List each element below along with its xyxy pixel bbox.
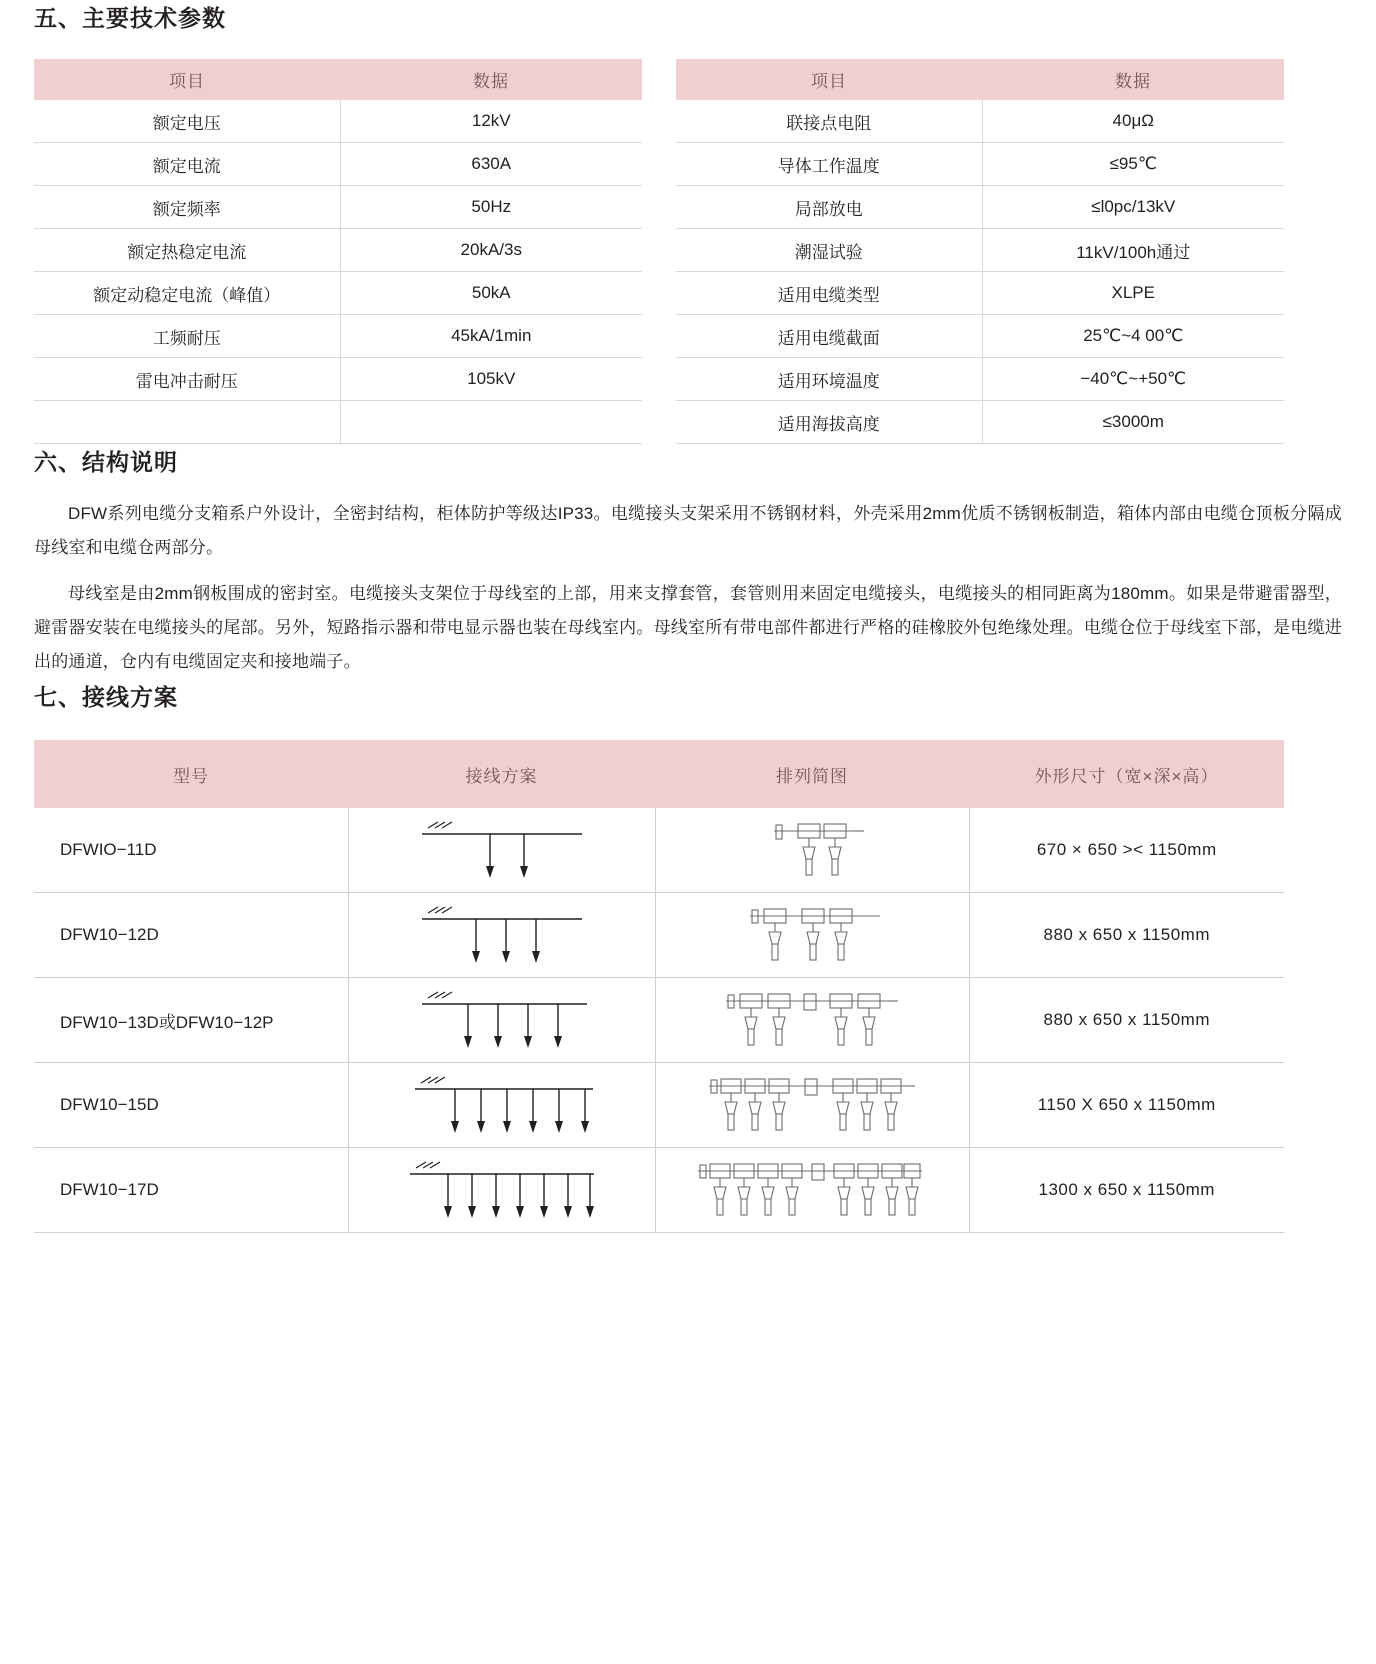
- arrangement-diagram-icon: [702, 900, 922, 970]
- table-row: [676, 229, 1284, 272]
- wiring-diagram-icon: [402, 901, 602, 969]
- spec-table-right: [676, 59, 1284, 444]
- cell-wiring-diagram: [348, 893, 655, 978]
- column-header-data: 数据: [340, 59, 642, 100]
- table-row: [34, 1063, 1284, 1148]
- cell-dimensions: 1300 x 650 x 1150mm: [969, 1148, 1284, 1233]
- cell-dimensions: 670 × 650 >< 1150mm: [969, 808, 1284, 893]
- cell-arrangement-diagram: [655, 1063, 969, 1148]
- cell-item: 额定动稳定电流（峰值）: [34, 272, 340, 315]
- column-header-model: 型号: [34, 740, 348, 808]
- cell-item: 额定频率: [34, 186, 340, 229]
- cell-item: 适用海拔高度: [676, 401, 982, 444]
- cell-item: [34, 401, 340, 444]
- cell-data: 630A: [340, 143, 642, 186]
- cell-data: ≤95℃: [982, 143, 1284, 186]
- cell-arrangement-diagram: [655, 893, 969, 978]
- table-header-row: [34, 740, 1284, 808]
- cell-model: DFW10−13D或DFW10−12P: [34, 978, 348, 1063]
- cell-item: 工频耐压: [34, 315, 340, 358]
- cell-wiring-diagram: [348, 1148, 655, 1233]
- table-row: [676, 401, 1284, 444]
- structure-paragraph-2: 母线室是由2mm钢板围成的密封室。电缆接头支架位于母线室的上部，用来支撑套管，套管则用来固定电缆接头，电缆接头的相同距离为180mm。如果是带避雷器型，避雷器安装在电缆接头的尾部。另外，短路指示器和带电显示器也装在母线室内。母线室所有带电部件都进行严格的硅橡胶外包绝缘处理。电缆仓位于母线室下部，是电缆进出的通道，仓内有电缆固定夹和接地端子。: [34, 584, 1342, 671]
- cell-data: 40μΩ: [982, 100, 1284, 143]
- cell-arrangement-diagram: [655, 1148, 969, 1233]
- page-content: [34, 0, 1342, 1233]
- column-header-data: 数据: [982, 59, 1284, 100]
- cell-item: 雷电冲击耐压: [34, 358, 340, 401]
- arrangement-diagram-icon: [692, 985, 932, 1055]
- wiring-diagram-icon: [397, 1071, 607, 1139]
- arrangement-diagram-icon: [712, 815, 912, 885]
- page-title-wiring: 七、接线方案: [34, 684, 178, 710]
- cell-data: 45kA/1min: [340, 315, 642, 358]
- cell-wiring-diagram: [348, 978, 655, 1063]
- cell-model: DFWIO−11D: [34, 808, 348, 893]
- wiring-diagram-icon: [394, 1156, 609, 1224]
- table-row: [34, 100, 642, 143]
- column-header-scheme: 接线方案: [348, 740, 655, 808]
- table-row: [676, 358, 1284, 401]
- table-row: [676, 186, 1284, 229]
- cell-item: 适用电缆类型: [676, 272, 982, 315]
- column-header-dimensions: 外形尺寸（宽×深×高）: [969, 740, 1284, 808]
- wiring-diagram-icon: [402, 816, 602, 884]
- table-row: [34, 1148, 1284, 1233]
- arrangement-diagram-icon: [682, 1155, 942, 1225]
- cell-wiring-diagram: [348, 1063, 655, 1148]
- table-header-row: [676, 59, 1284, 100]
- cell-item: 联接点电阻: [676, 100, 982, 143]
- cell-data: 12kV: [340, 100, 642, 143]
- cell-model: DFW10−15D: [34, 1063, 348, 1148]
- cell-item: 额定电流: [34, 143, 340, 186]
- cell-item: 潮湿试验: [676, 229, 982, 272]
- cell-data: [340, 401, 642, 444]
- table-row-empty: [34, 401, 642, 444]
- cell-item: 适用电缆截面: [676, 315, 982, 358]
- table-header-row: [34, 59, 642, 100]
- table-row: [34, 315, 642, 358]
- cell-item: 适用环境温度: [676, 358, 982, 401]
- spec-table-left: [34, 59, 642, 444]
- cell-data: 20kA/3s: [340, 229, 642, 272]
- cell-data: 105kV: [340, 358, 642, 401]
- spec-tables-wrapper: [34, 59, 1342, 444]
- cell-data: XLPE: [982, 272, 1284, 315]
- arrangement-diagram-icon: [687, 1070, 937, 1140]
- table-row: [676, 315, 1284, 358]
- table-row: [34, 893, 1284, 978]
- cell-wiring-diagram: [348, 808, 655, 893]
- cell-dimensions: 880 x 650 x 1150mm: [969, 978, 1284, 1063]
- table-row: [34, 186, 642, 229]
- table-row: [34, 978, 1284, 1063]
- table-row: [34, 143, 642, 186]
- column-header-item: 项目: [34, 59, 340, 100]
- table-row: [34, 358, 642, 401]
- cell-data: 50Hz: [340, 186, 642, 229]
- cell-data: −40℃~+50℃: [982, 358, 1284, 401]
- page-title-structure: 六、结构说明: [34, 449, 178, 475]
- cell-arrangement-diagram: [655, 978, 969, 1063]
- table-row: [34, 808, 1284, 893]
- page-title-specs: 五、主要技术参数: [34, 5, 226, 31]
- table-row: [676, 100, 1284, 143]
- cell-data: ≤3000m: [982, 401, 1284, 444]
- wiring-scheme-table: [34, 740, 1284, 1233]
- column-header-item: 项目: [676, 59, 982, 100]
- structure-paragraph-1: DFW系列电缆分支箱系户外设计，全密封结构，柜体防护等级达IP33。电缆接头支架采用不锈钢材料，外壳采用2mm优质不锈钢板制造，箱体内部由电缆仓顶板分隔成母线室和电缆仓两部分。: [34, 504, 1342, 557]
- wiring-diagram-icon: [402, 986, 602, 1054]
- table-row: [34, 229, 642, 272]
- cell-arrangement-diagram: [655, 808, 969, 893]
- cell-dimensions: 880 x 650 x 1150mm: [969, 893, 1284, 978]
- table-row: [676, 143, 1284, 186]
- table-row: [676, 272, 1284, 315]
- table-row: [34, 272, 642, 315]
- cell-dimensions: 1150 X 650 x 1150mm: [969, 1063, 1284, 1148]
- cell-model: DFW10−12D: [34, 893, 348, 978]
- cell-item: 额定热稳定电流: [34, 229, 340, 272]
- cell-item: 导体工作温度: [676, 143, 982, 186]
- cell-model: DFW10−17D: [34, 1148, 348, 1233]
- cell-data: 50kA: [340, 272, 642, 315]
- cell-data: 11kV/100h通过: [982, 229, 1284, 272]
- cell-data: ≤l0pc/13kV: [982, 186, 1284, 229]
- cell-item: 局部放电: [676, 186, 982, 229]
- cell-data: 25℃~4 00℃: [982, 315, 1284, 358]
- column-header-arrangement: 排列简图: [655, 740, 969, 808]
- cell-item: 额定电压: [34, 100, 340, 143]
